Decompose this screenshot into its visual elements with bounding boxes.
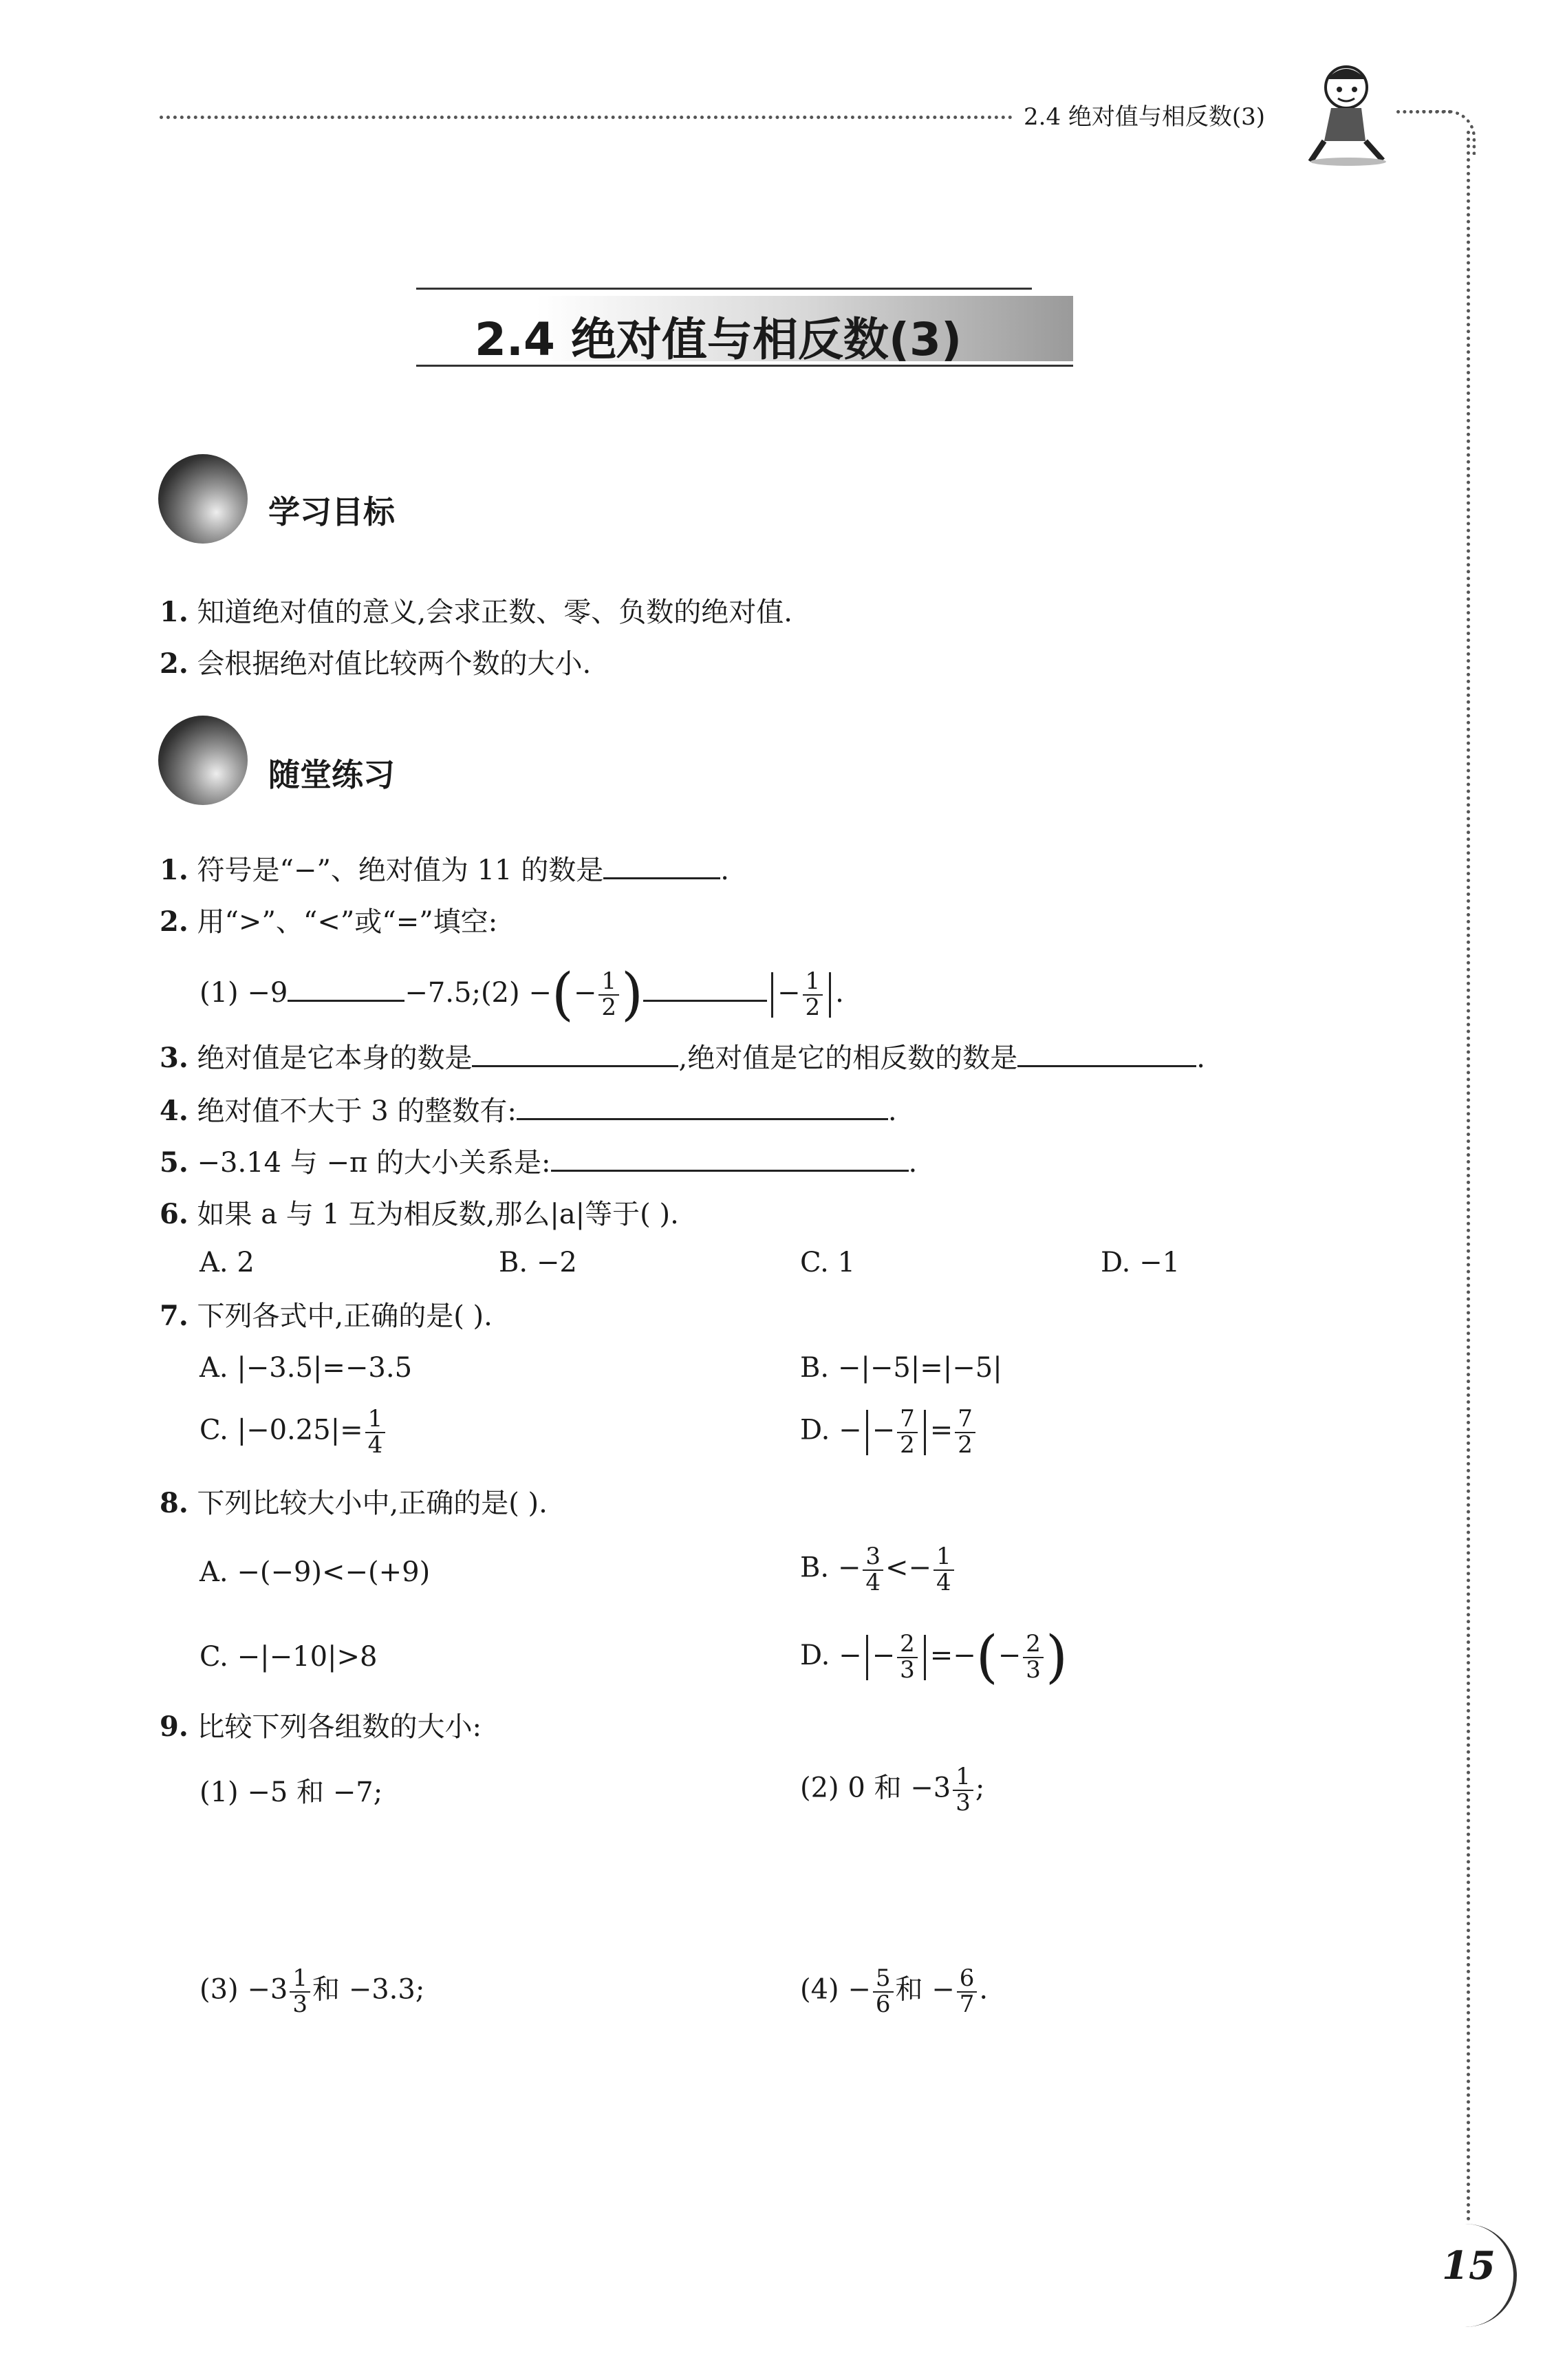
section-title-practice: 随堂练习 (268, 756, 395, 793)
section-title-objectives: 学习目标 (268, 493, 395, 530)
question-6-option-d: D. −1 (1101, 1247, 1180, 1278)
objective-2: 2. 会根据绝对值比较两个数的大小. (160, 647, 592, 680)
question-6-option-a: A. 2 (199, 1247, 255, 1278)
question-7-option-b: B. −|−5|=|−5| (800, 1352, 1002, 1384)
question-8-option-d: D. − − $\frac{2}{3}$ =−(− $\frac{2}{3}$ ) (800, 1625, 1068, 1690)
question-2-parts: (1) −9 −7.5;(2) −(− $\frac{1}{2}$ ) − $\frac{1}{2}$ . (199, 962, 844, 1027)
question-9-part-3: (3) −3 $\frac{1}{3}$ 和 −3.3; (199, 1964, 425, 2018)
question-7: 7. 下列各式中,正确的是( ). (160, 1300, 493, 1332)
question-3: 3. 绝对值是它本身的数是 ,绝对值是它的相反数的数是 . (160, 1042, 1205, 1074)
page-title: 2.4 绝对值与相反数(3) (475, 313, 962, 366)
page-number: 15 (1442, 2243, 1496, 2288)
question-7-option-d: D. − − $\frac{7}{2}$ = $\frac{7}{2}$ (800, 1407, 978, 1457)
question-5: 5. −3.14 与 −π 的大小关系是: . (160, 1146, 918, 1179)
question-6-option-b: B. −2 (499, 1247, 577, 1278)
globe-icon (158, 716, 248, 805)
question-4: 4. 绝对值不大于 3 的整数有: . (160, 1095, 897, 1127)
margin-dotted-rule (1467, 131, 1470, 2222)
question-7-option-a: A. |−3.5|=−3.5 (199, 1352, 413, 1384)
question-2: 2. 用“>”、“<”或“=”填空: (160, 905, 498, 938)
question-8-option-a: A. −(−9)<−(+9) (199, 1556, 431, 1588)
question-9-part-2: (2) 0 和 −3 $\frac{1}{3}$ ; (800, 1763, 985, 1816)
title-rule-top (416, 288, 1032, 290)
objective-1: 1. 知道绝对值的意义,会求正数、零、负数的绝对值. (160, 596, 792, 628)
question-9-part-4: (4) − $\frac{5}{6}$ 和 − $\frac{6}{7}$ . (800, 1964, 989, 2018)
question-8: 8. 下列比较大小中,正确的是( ). (160, 1487, 548, 1519)
mascot-icon (1297, 58, 1400, 169)
question-1: 1. 符号是“−”、绝对值为 11 的数是 . (160, 854, 729, 886)
title-rule-bottom (416, 365, 1073, 367)
question-8-option-c: C. −|−10|>8 (199, 1641, 378, 1673)
header-dotted-rule (160, 116, 1013, 119)
question-6: 6. 如果 a 与 1 互为相反数,那么|a|等于( ). (160, 1198, 679, 1230)
question-9-part-1: (1) −5 和 −7; (199, 1777, 383, 1808)
globe-icon (158, 454, 248, 544)
running-header: 2.4 绝对值与相反数(3) (1024, 103, 1266, 131)
question-7-option-c: C. |−0.25|= $\frac{1}{4}$ (199, 1407, 387, 1457)
question-8-option-b: B. − $\frac{3}{4}$ <− $\frac{1}{4}$ (800, 1545, 956, 1595)
question-9: 9. 比较下列各组数的大小: (160, 1711, 482, 1743)
question-6-option-c: C. 1 (800, 1247, 856, 1278)
